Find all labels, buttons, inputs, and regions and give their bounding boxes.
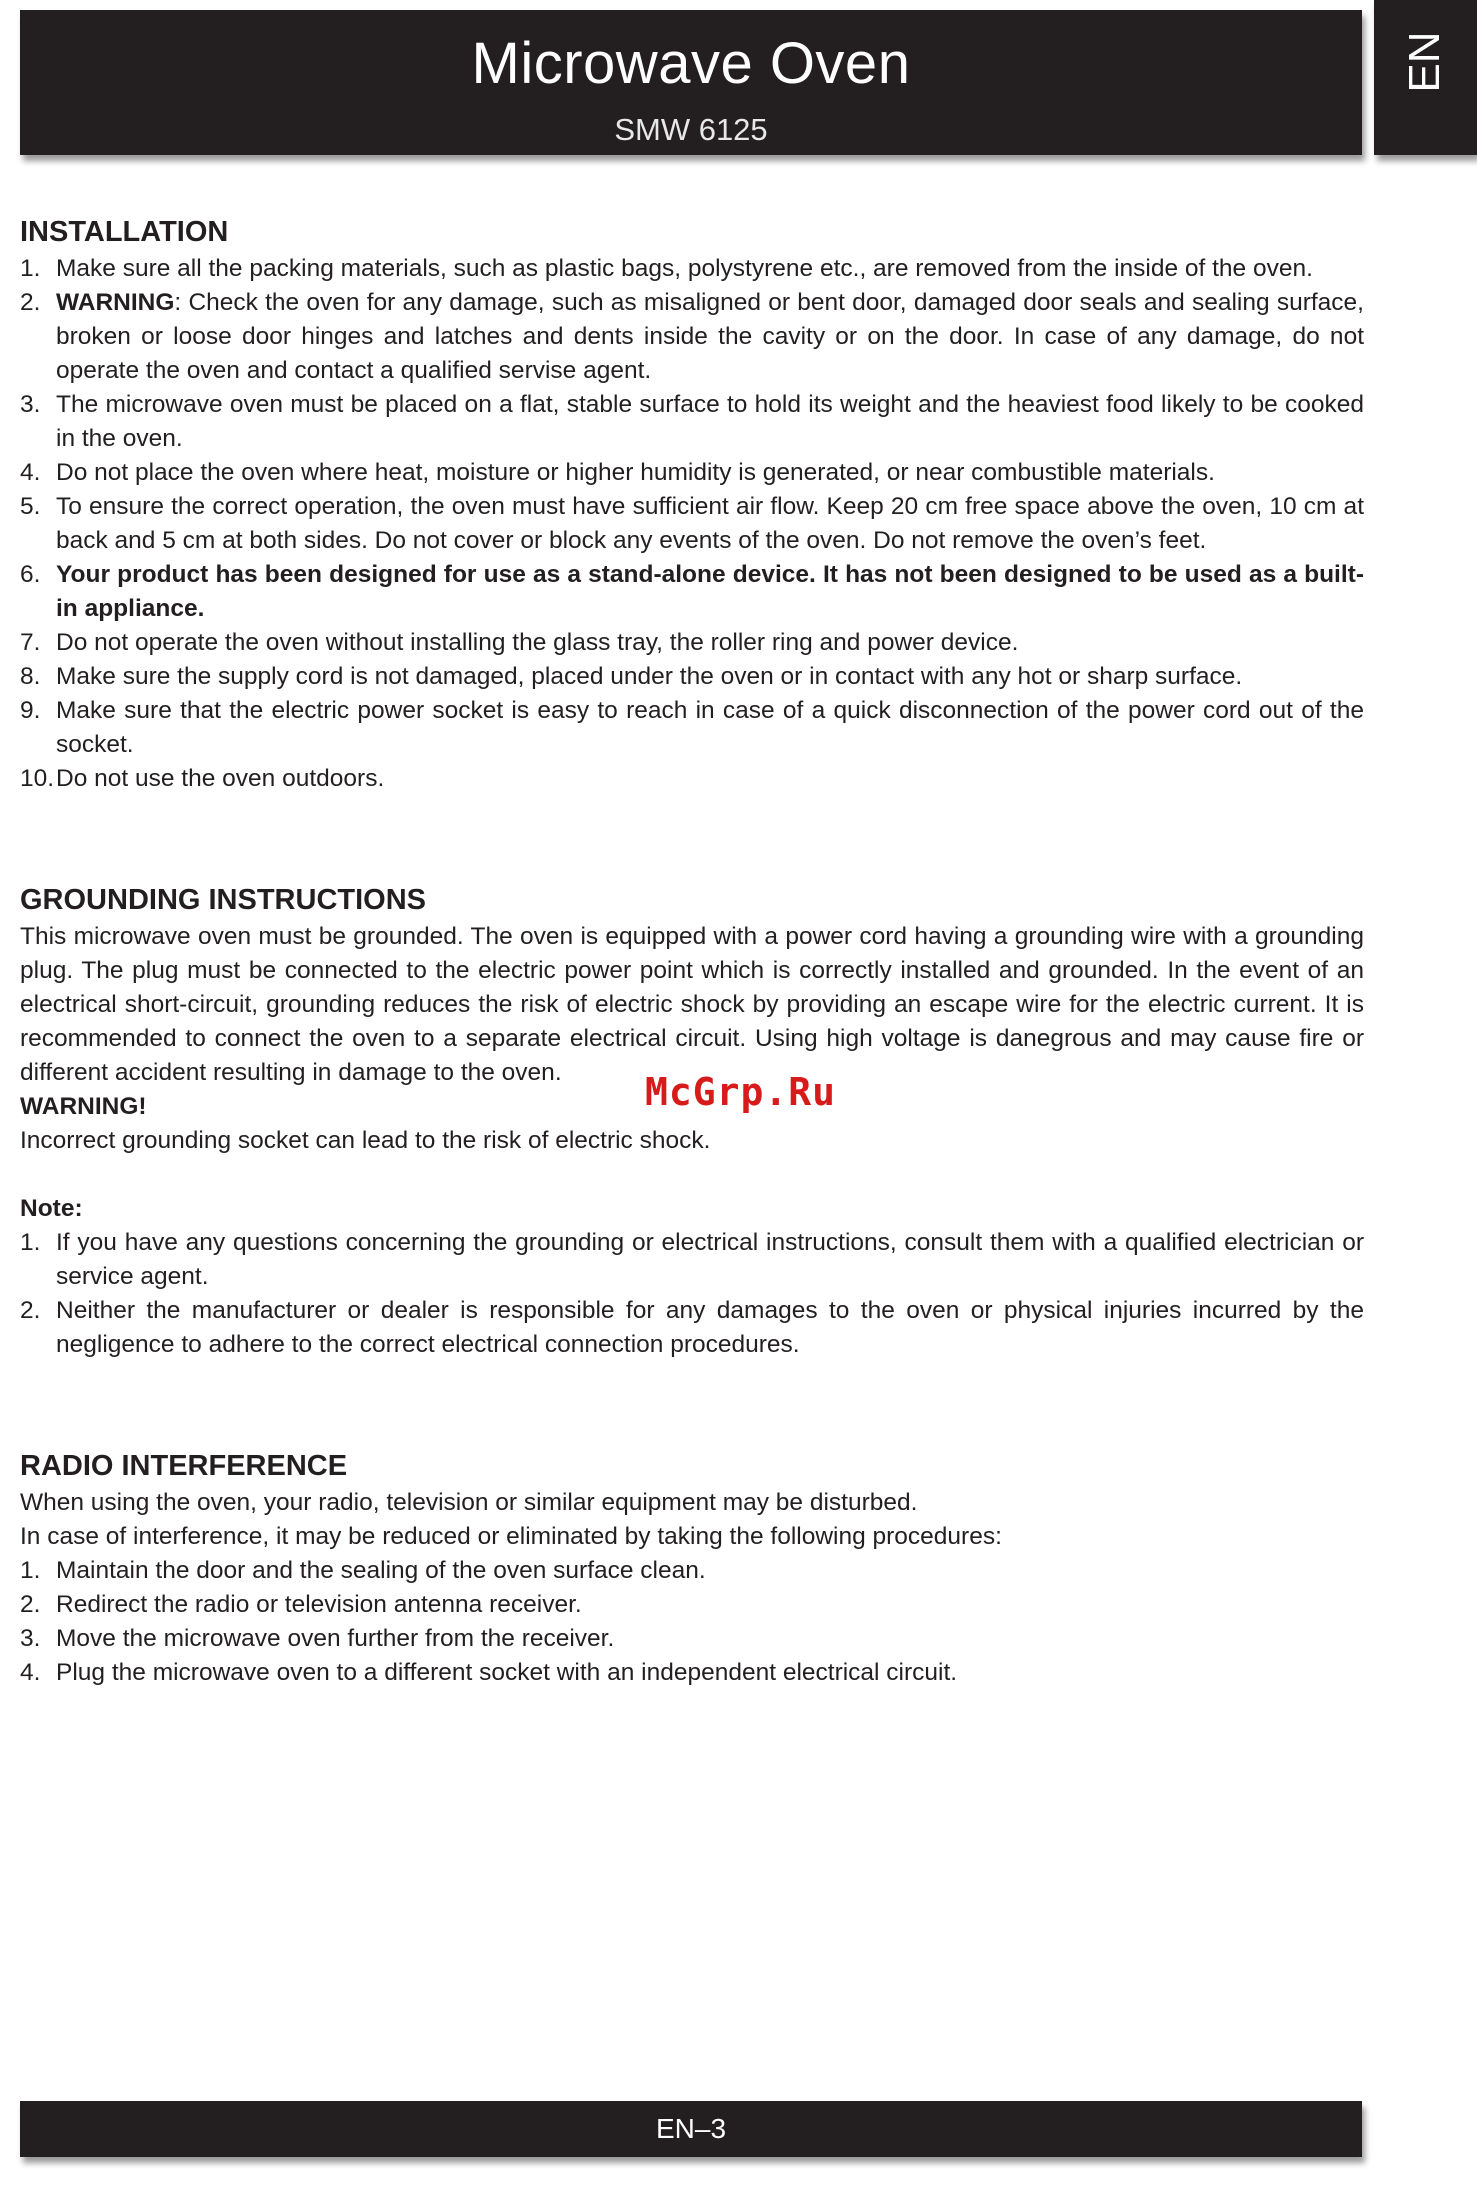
list-item: 9. Make sure that the electric power socket is easy to reach in case of a quick disconnection of the power cord out of the socket.	[20, 697, 1364, 758]
note-list	[20, 1226, 1364, 1362]
spacer	[20, 796, 1364, 846]
warning-label: WARNING!	[20, 1093, 147, 1120]
page-content	[20, 212, 1364, 1690]
list-item: 6. Your product has been designed for use as a stand-alone device. It has not been designed to be used as a built-in appliance.	[20, 561, 1364, 622]
language-label: EN	[1400, 31, 1449, 93]
list-item: 1. If you have any questions concerning the grounding or electrical instructions, consult them with a qualified electrician or service agent.	[20, 1229, 1364, 1290]
footer-bar	[20, 2101, 1362, 2157]
language-tab	[1374, 0, 1477, 155]
grounding-heading: GROUNDING INSTRUCTIONS	[20, 884, 426, 916]
header-banner	[20, 10, 1362, 155]
spacer	[20, 846, 1364, 880]
list-item: 5. To ensure the correct operation, the oven must have sufficient air flow. Keep 20 cm free space above the oven, 10 cm at back and 5 cm at both sides. Do not cover or block any events of the oven. Do not remove the oven’s feet.	[20, 493, 1364, 554]
model-number: SMW 6125	[614, 112, 768, 147]
list-item: 2. Redirect the radio or television antenna receiver.	[20, 1591, 582, 1618]
list-item: 2. Neither the manufacturer or dealer is responsible for any damages to the oven or physical injuries incurred by the negligence to adhere to the correct electrical connection procedures.	[20, 1297, 1364, 1358]
note-label: Note:	[20, 1195, 83, 1222]
page-number: EN–3	[655, 2113, 727, 2144]
spacer	[20, 1412, 1364, 1446]
installation-heading: INSTALLATION	[20, 216, 229, 248]
list-item: 1. Maintain the door and the sealing of the oven surface clean.	[20, 1557, 706, 1584]
spacer	[20, 1362, 1364, 1412]
list-item: 3. Move the microwave oven further from the receiver.	[20, 1625, 615, 1652]
radio-list	[20, 1554, 1364, 1690]
radio-line: When using the oven, your radio, television or similar equipment may be disturbed.	[20, 1489, 918, 1516]
installation-list	[20, 252, 1364, 796]
list-item: 4. Do not place the oven where heat, moisture or higher humidity is generated, or near combustible materials.	[20, 459, 1215, 486]
radio-line: In case of interference, it may be reduced or eliminated by taking the following procedures:	[20, 1523, 1002, 1550]
grounding-paragraph: This microwave oven must be grounded. The oven is equipped with a power cord having a grounding wire with a grounding plug. The plug must be connected to the electric power point which is correctly installed and grounded. In the event of an electrical short-circuit, grounding reduces the risk of electric shock by providing an escape wire for the electric current. It is recommended to connect the oven to a separate electrical circuit. Using high voltage is danegrous and may cause fire or different accident resulting in damage to the oven.	[20, 923, 1364, 1086]
document-title: Microwave Oven	[471, 31, 911, 96]
list-item: 2. WARNING: Check the oven for any damage, such as misaligned or bent door, damaged door seals and sealing surface, broken or loose door hinges and latches and dents inside the cavity or on the door. In case of any damage, do not operate the oven and contact a qualified servise agent.	[20, 289, 1364, 384]
list-item: 7. Do not operate the oven without installing the glass tray, the roller ring and power device.	[20, 629, 1019, 656]
spacer	[20, 1158, 1364, 1192]
list-item: 4. Plug the microwave oven to a different socket with an independent electrical circuit.	[20, 1659, 958, 1686]
list-item: 3. The microwave oven must be placed on a flat, stable surface to hold its weight and the heaviest food likely to be cooked in the oven.	[20, 391, 1364, 452]
list-item: 1. Make sure all the packing materials, such as plastic bags, polystyrene etc., are removed from the inside of the oven.	[20, 255, 1313, 282]
warning-text: Incorrect grounding socket can lead to the risk of electric shock.	[20, 1127, 711, 1154]
warning-lead: WARNING	[56, 289, 175, 316]
list-item: 10. Do not use the oven outdoors.	[20, 765, 385, 792]
watermark: McGrp.Ru	[645, 1070, 837, 1114]
radio-heading: RADIO INTERFERENCE	[20, 1450, 348, 1482]
list-item: 8. Make sure the supply cord is not damaged, placed under the oven or in contact with any hot or sharp surface.	[20, 663, 1243, 690]
